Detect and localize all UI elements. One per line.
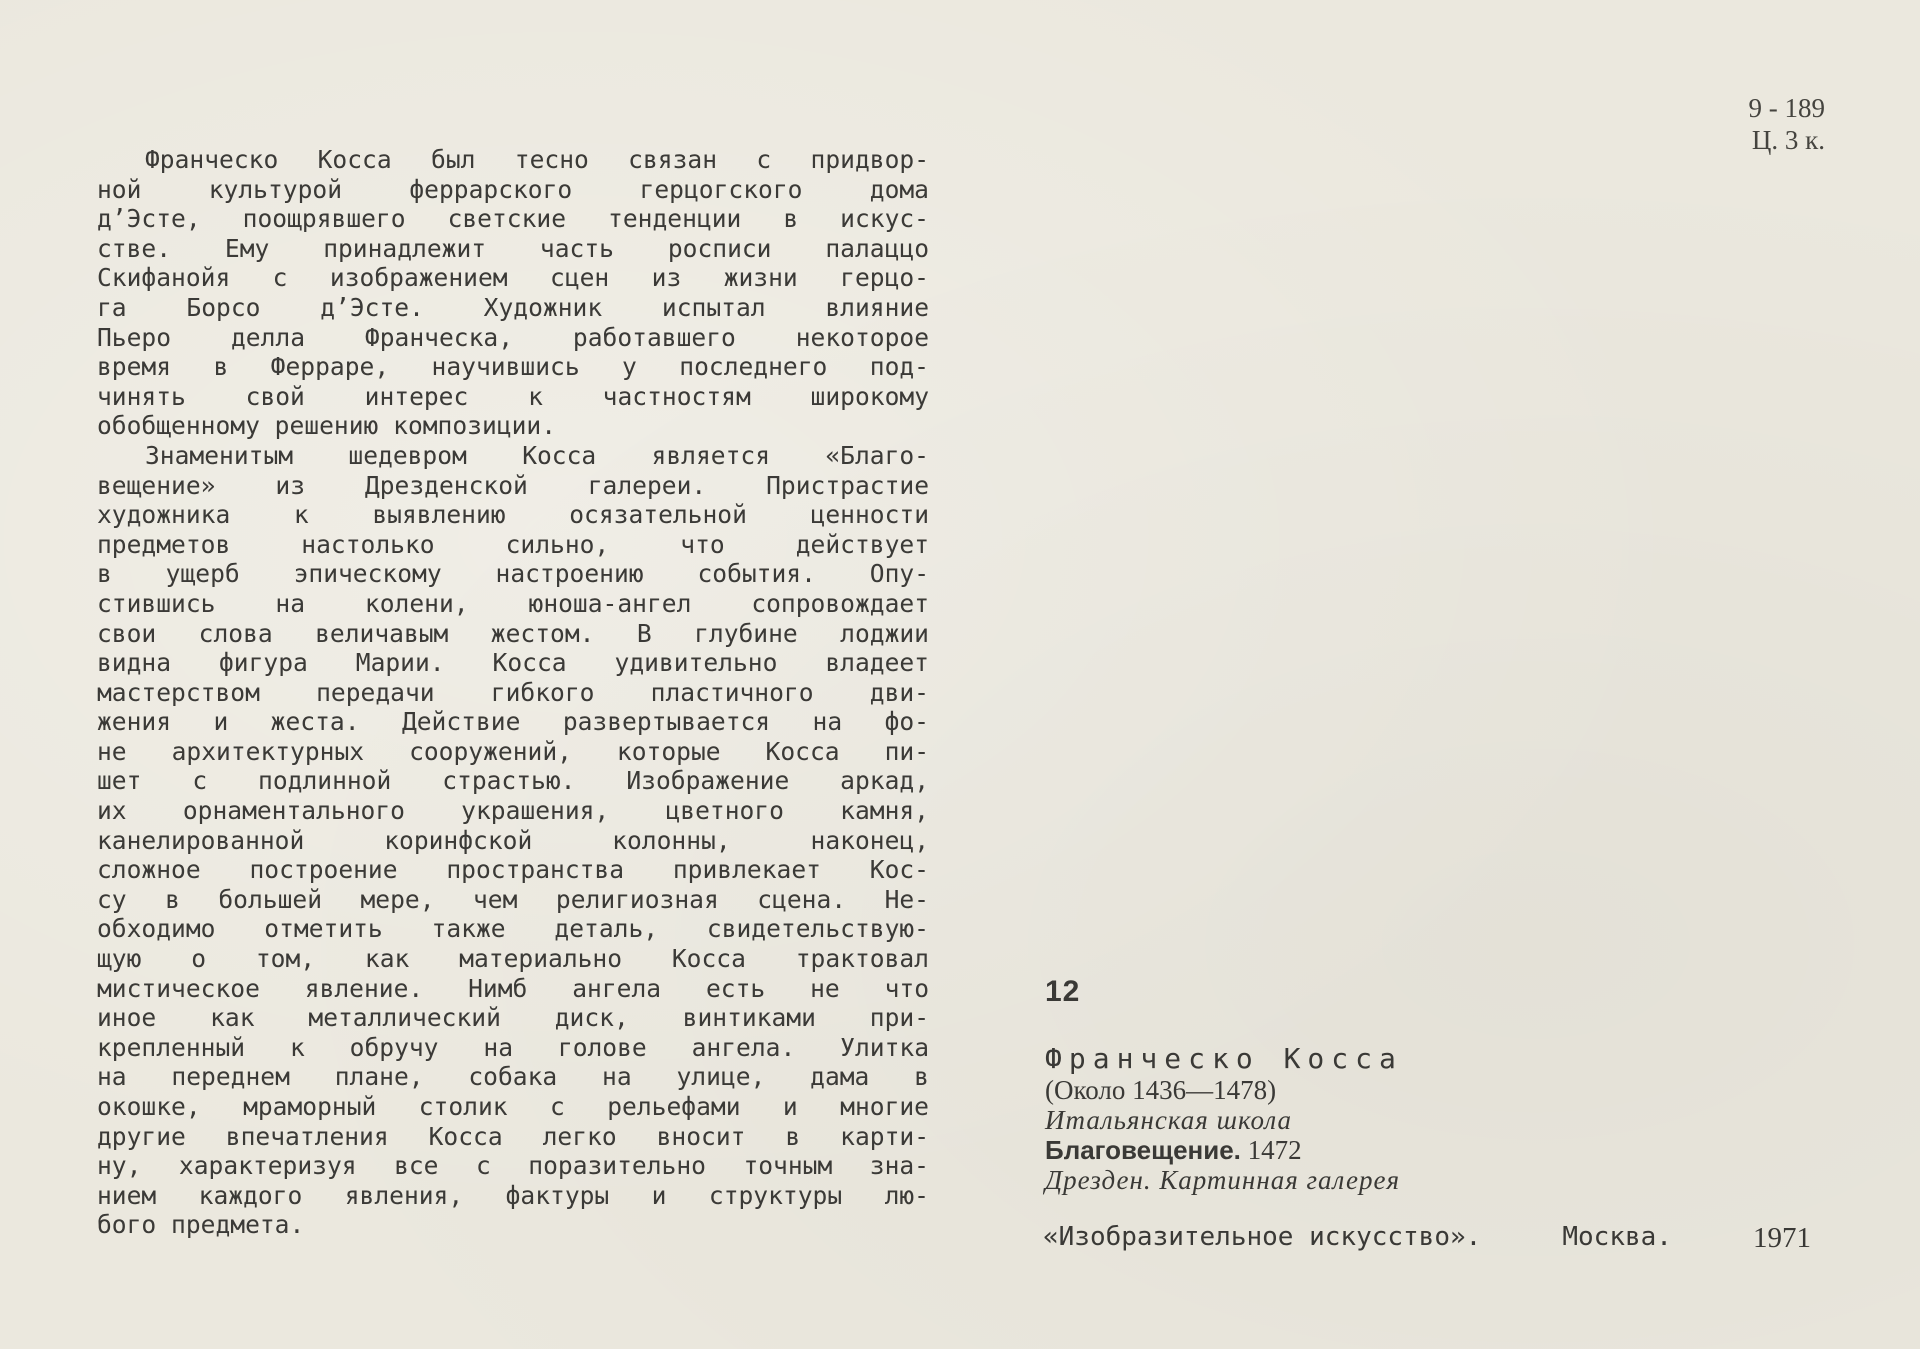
text-line: су в большей мере, чем религиозная сцена. Не- — [97, 884, 929, 914]
price-label: Ц. 3 к. — [1751, 125, 1825, 155]
text-line: обобщенному решению композиции. — [97, 411, 557, 441]
catalog-code — [1749, 92, 1826, 156]
text-line: вещение» из Дрезденской галереи. Пристрастие — [97, 470, 929, 500]
publisher-name: «Изобразительное искусство». — [1043, 1222, 1482, 1252]
text-line: крепленный к обручу на голове ангела. Улитка — [97, 1032, 929, 1062]
text-line: канелированной коринфской колонны, наконец, — [97, 825, 929, 855]
text-line: обходимо отметить также деталь, свидетельствую- — [97, 914, 929, 944]
text-line: другие впечатления Косса легко вносит в карти- — [97, 1121, 929, 1151]
artwork-title-row — [1045, 1135, 1403, 1165]
text-line: ной культурой феррарского герцогского дома — [97, 174, 929, 204]
text-line: иное как металлический диск, винтиками при- — [97, 1003, 929, 1033]
text-line: чинять свой интерес к частностям широкому — [97, 381, 929, 411]
text-line: мистическое явление. Нимб ангела есть не что — [97, 973, 929, 1003]
art-school: Итальянская школа — [1045, 1105, 1292, 1135]
text-line: свои слова величавым жестом. В глубине лоджии — [97, 618, 929, 648]
text-line: стившись на колени, юноша-ангел сопровождает — [97, 588, 929, 618]
text-line: Скифанойя с изображением сцен из жизни герцо- — [97, 263, 929, 293]
text-line: на переднем плане, собака на улице, дама в — [97, 1062, 929, 1092]
text-line: д’Эсте, поощрявшего светские тенденции в искус- — [97, 204, 929, 234]
text-line: щую о том, как материально Косса трактовал — [97, 944, 929, 974]
publisher-city: Москва. — [1562, 1222, 1672, 1252]
text-line: в ущерб эпическому настроению события. Опу- — [97, 559, 929, 589]
description-text — [97, 145, 929, 1240]
text-line: время в Ферраре, научившись у последнего под- — [97, 352, 929, 382]
text-line: предметов настолько сильно, что действует — [97, 529, 929, 559]
card-number: 12 — [1045, 975, 1081, 1008]
text-line: жения и жеста. Действие развертывается на фо- — [97, 707, 929, 737]
text-line: видна фигура Марии. Косса удивительно владеет — [97, 648, 929, 678]
text-line: окошке, мраморный столик с рельефами и многие — [97, 1092, 929, 1121]
publisher-line — [1043, 1222, 1811, 1255]
artwork-location: Дрезден. Картинная галерея — [1045, 1165, 1401, 1195]
catalog-number: 9 - 189 — [1748, 93, 1825, 123]
artwork-year: 1472 — [1247, 1135, 1302, 1165]
text-line: Знаменитым шедевром Косса является «Благо- — [145, 440, 929, 470]
text-line: га Борсо д’Эсте. Художник испытал влияние — [97, 292, 929, 322]
text-line: художника к выявлению осязательной ценности — [97, 500, 929, 530]
text-line: шет с подлинной страстью. Изображение аркад, — [97, 766, 929, 796]
text-line: бого предмета. — [97, 1210, 305, 1240]
artwork-caption — [1045, 975, 1403, 1195]
text-line: мастерством передачи гибкого пластичного дви- — [97, 677, 929, 707]
text-line: их орнаментального украшения, цветного камня, — [97, 796, 929, 826]
text-line: сложное построение пространства привлекает Кос- — [97, 855, 929, 885]
artist-dates: (Около 1436—1478) — [1045, 1075, 1277, 1105]
publication-year: 1971 — [1753, 1222, 1811, 1254]
text-line: Франческо Косса был тесно связан с придвор- — [145, 145, 929, 174]
text-line: нием каждого явления, фактуры и структуры лю- — [97, 1180, 929, 1210]
text-line: ну, характеризуя все с поразительно точным зна- — [97, 1151, 929, 1181]
text-line: Пьеро делла Франческа, работавшего некоторое — [97, 322, 929, 352]
text-line: не архитектурных сооружений, которые Косса пи- — [97, 736, 929, 766]
artist-name: Франческо Косса — [1045, 1042, 1403, 1075]
artwork-title: Благовещение. — [1045, 1135, 1241, 1165]
text-line: стве. Ему принадлежит часть росписи палаццо — [97, 233, 929, 263]
